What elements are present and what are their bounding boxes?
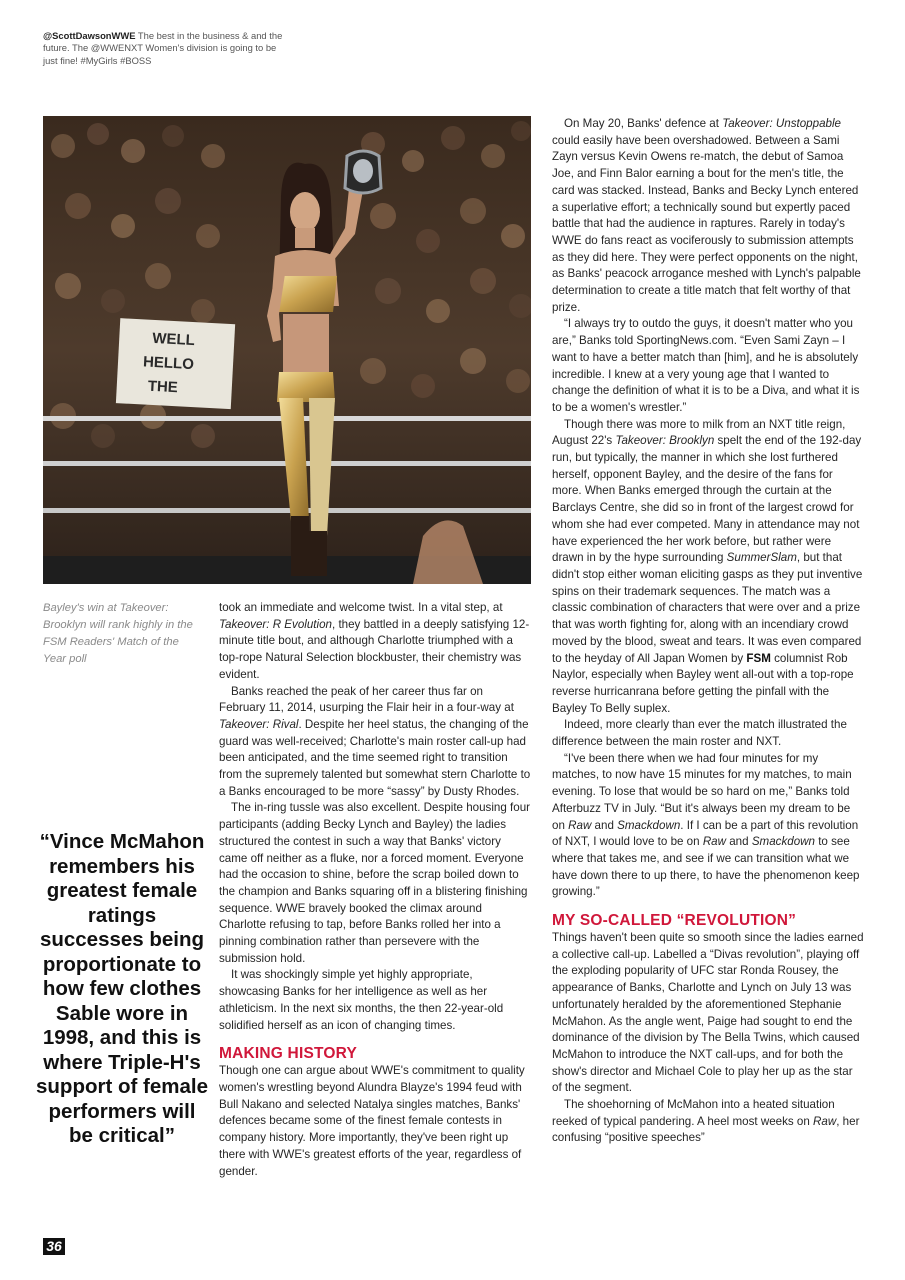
sign-line-1: WELL xyxy=(151,329,196,350)
sign-line-3: THE xyxy=(147,377,179,397)
photo-caption: Bayley's win at Takeover: Brooklyn will rank highly in the FSM Readers' Match of the Year poll xyxy=(43,602,193,665)
paragraph: On May 20, Banks' defence at Takeover: Unstoppable could easily have been overshadowed. Between a Sami Zayn versus Kevin Owens re-match, the debut of Samoa Joe, and Finn Balor earning a bout for the men's title, the card was stacked. Instead, Banks and Becky Lynch entered a superlative effort; a technically sound but expertly paced battle that had the audience in raptures. Rarely in today's WWE do fans react as vociferously to submission attempts as they did here. They were perfect opponents on the night, as Banks' peacock arrogance meshed with Lynch's palpable determination to create a title match that felt worthy of that prize. xyxy=(552,117,861,314)
paragraph: The in-ring tussle was also excellent. Despite housing four participants (adding Becky Lynch and Bayley) the ladies structured the contest in such a way that Banks' victory came off neither as a fluke, nor a forced moment. Everyone had the occasion to shine, before the scrap boiled down to the champion and Banks squaring off in a blistering finishing sequence. WWE bravely booked the climax around Charlotte refusing to tap, before Banks rolled her into a pinning combination rather than persevere with the submission hold. xyxy=(219,801,531,965)
page-number: 36 xyxy=(43,1238,65,1255)
paragraph: The shoehorning of McMahon into a heated situation reeked of typical pandering. A heel most weeks on Raw, her confusing “positive speeches” xyxy=(552,1098,860,1145)
paragraph: “I always try to outdo the guys, it doesn't matter who you are,” Banks told SportingNews.com. “Even Sami Zayn – I want to have a better match than [him], and he is absolutely incredible. I knew at a very young age that I wanted to change the definition of what it is to be a Diva, and what it is to be a women's wrestler.” xyxy=(552,317,860,414)
paragraph: Though one can argue about WWE's commitment to quality women's wrestling beyond Alundra Blayze's 1994 feud with Bull Nakano and selected Natalya singles matches, Banks' defences became some of the finest female contests in company history. More importantly, they've been right up there with WWE's greatest efforts of the year, regardless of gender. xyxy=(219,1064,525,1178)
paragraph: took an immediate and welcome twist. In a vital step, at Takeover: R Evolution, they battled in a deeply satisfying 12-minute title bout, and although Charlotte triumphed with a top-rope Natural Selection blockbuster, their chemistry was evident. xyxy=(219,601,530,681)
column-1 xyxy=(219,600,531,1180)
paragraph: Indeed, more clearly than ever the match illustrated the difference between the main roster and NXT. xyxy=(552,718,847,749)
tweet-text: The best in the business & and the future. The @WWENXT Women's division is going to be just fine! #MyGirls #BOSS xyxy=(43,30,283,66)
paragraph: Though there was more to milk from an NXT title reign, August 22's Takeover: Brooklyn spelt the end of the 192-day run, but typically, the manner in which she lost furthered herself, opponent Bayley, and the desire of the fans for more. When Banks emerged through the curtain at the Barclays Centre, she did so in front of the largest crowd for whom she had ever competed. Many in attendance may not have experienced the her work before, but rather were drawn in by the hype surrounding SummerSlam, but that didn't stop either woman eliciting gasps as they put inventive spins on their trademark sequences. The match was a classic combination of characters that were over and a prize that was worth fighting for, along with an incendiary crowd moved by the blood, sweat and tears. It was even compared to the heyday of All Japan Women by FSM columnist Rob Naylor, especially when Bayley went all-out with a top-rope reverse hurricanrana before getting the pinfall with the Bayley To Belly suplex. xyxy=(552,417,863,715)
paragraph: Banks reached the peak of her career thus far on February 11, 2014, usurping the Flair heir in a four-way at Takeover: Rival. Despite her heel status, the changing of the guard was well-received; Charlotte's main roster call-up had been anticipated, and the time seemed right to transition from the supremely talented but somewhat stern Charlotte to a Banks encouraged to be more “sassy” by Dusty Rhodes. xyxy=(219,684,531,798)
paragraph: Things haven't been quite so smooth since the ladies earned a collective call-up. Labelled a “Divas revolution”, playing off the exploding popularity of UFC star Ronda Rousey, the appearance of Banks, Charlotte and Lynch on July 13 was unfortunately heralded by the aforementioned Stephanie McMahon. As the angle went, Paige had sought to end the dominance of the division by The Bella Twins, which caused McMahon to introduce the NXT call-ups, and for both the show's director and Michael Cole to play her up as the star of the segment. xyxy=(552,931,864,1095)
sign-line-2: HELLO xyxy=(142,353,195,374)
section-heading-revolution: MY SO-CALLED “REVOLUTION” xyxy=(552,912,797,930)
paragraph: “I've been there when we had four minutes for my matches, to now have 15 minutes for my matches, to main evening. To lose that would be so hard on me,” Banks told Afterbuzz TV in July. “But it's always been my dream to be on Raw and Smackdown. If I can be a part of this revolution of NXT, I would love to be on Raw and Smackdown to see where that takes me, and see if we can transition what we have down there to up there, to have the phenomenon keep growing.” xyxy=(552,751,860,899)
section-heading-making-history: MAKING HISTORY xyxy=(219,1045,358,1063)
tweet-handle: @ScottDawsonWWE xyxy=(43,30,136,41)
column-2 xyxy=(552,116,864,1147)
tweet xyxy=(43,30,283,67)
paragraph: It was shockingly simple yet highly appropriate, showcasing Banks for her intelligence as well as her athleticism. In the next six months, the then 22-year-old solidified herself as an icon of changing times. xyxy=(219,968,504,1032)
pull-quote: “Vince McMahon remembers his greatest female ratings successes being proportionate to how few clothes Sable wore in 1998, and this is where Triple-H's support of female performers will be critical” xyxy=(36,830,208,1147)
wrestler-photo xyxy=(43,116,531,584)
